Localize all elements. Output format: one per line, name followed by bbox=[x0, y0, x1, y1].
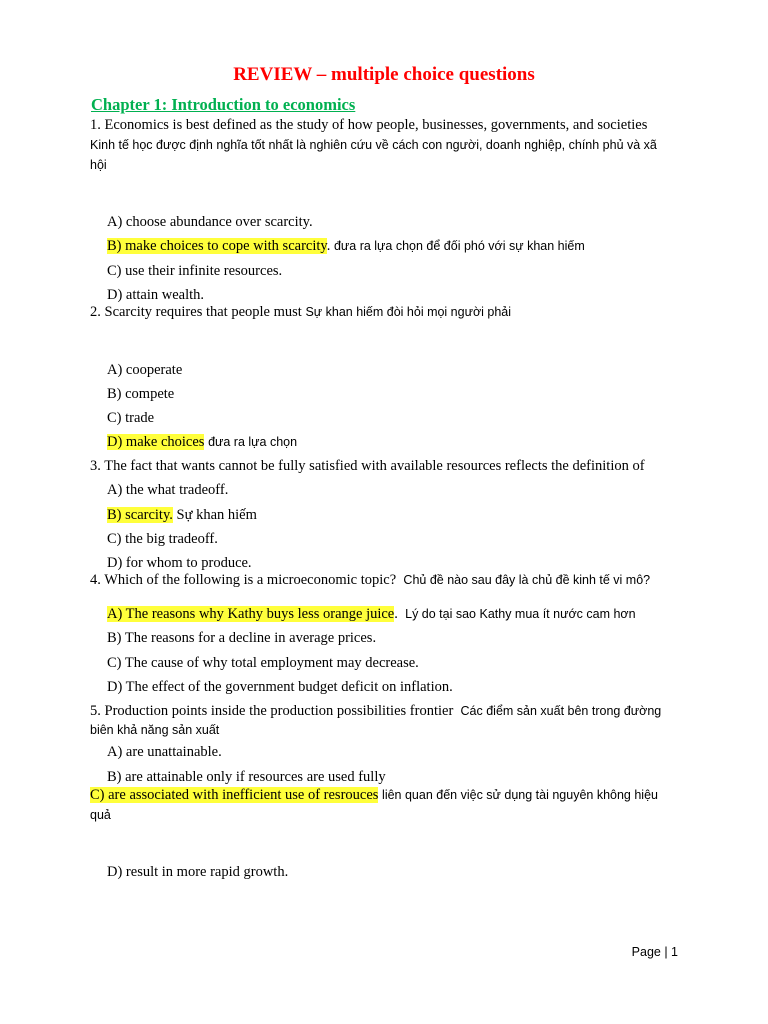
q4-option-b: B) The reasons for a decline in average prices. bbox=[107, 630, 377, 646]
q5-translation-line2: biên khả năng sản xuất bbox=[90, 723, 220, 737]
q1-option-b-period: . bbox=[326, 238, 331, 254]
q5-option-c-translation-line2: quả bbox=[90, 808, 111, 822]
q4-stem: 4. Which of the following is a microeconomic topic? bbox=[90, 572, 397, 588]
q1-stem: 1. Economics is best defined as the study of how people, businesses, governments, and societies bbox=[90, 117, 648, 133]
q5-option-b: B) are attainable only if resources are used fully bbox=[107, 769, 386, 785]
q2-option-d-answer: D) make choices bbox=[107, 434, 205, 450]
q2-option-d-row bbox=[107, 433, 297, 451]
q4-translation: Chủ đề nào sau đây là chủ đề kinh tế vi mô? bbox=[403, 573, 651, 587]
q5-option-c-answer: C) are associated with inefficient use of resrouces bbox=[90, 787, 379, 803]
document-title: REVIEW – multiple choice questions bbox=[233, 64, 535, 85]
q5-stem: 5. Production points inside the production possibilities frontier bbox=[90, 703, 454, 719]
q1-option-c: C) use their infinite resources. bbox=[107, 263, 283, 279]
q5-option-a: A) are unattainable. bbox=[107, 744, 222, 760]
q4-option-a-period: . bbox=[394, 606, 398, 622]
page-number-footer: Page | 1 bbox=[631, 945, 678, 959]
q1-option-b-answer: B) make choices to cope with scarcity bbox=[107, 238, 327, 254]
chapter-heading: Chapter 1: Introduction to economics bbox=[91, 95, 356, 114]
q1-translation-line1: Kinh tế học được định nghĩa tốt nhất là nghiên cứu về cách con người, doanh nghiệp, chính phủ và xã bbox=[90, 138, 657, 152]
q1-option-a: A) choose abundance over scarcity. bbox=[107, 214, 313, 230]
q5-option-d: D) result in more rapid growth. bbox=[107, 864, 289, 880]
q2-option-d-translation: đưa ra lựa chọn bbox=[208, 435, 298, 449]
q3-stem: 3. The fact that wants cannot be fully satisfied with available resources reflects the definition of bbox=[90, 458, 645, 474]
q2-translation: Sự khan hiếm đòi hỏi mọi người phải bbox=[305, 305, 512, 319]
q3-option-a: A) the what tradeoff. bbox=[107, 482, 229, 498]
q1-option-d: D) attain wealth. bbox=[107, 287, 205, 303]
q1-translation-line2: hội bbox=[90, 158, 107, 172]
q5-option-c-row bbox=[90, 786, 658, 804]
q4-option-d: D) The effect of the government budget deficit on inflation. bbox=[107, 679, 453, 695]
q4-option-a-answer: A) The reasons why Kathy buys less orange juice bbox=[107, 606, 395, 622]
q1-option-b-translation: đưa ra lựa chọn để đối phó với sự khan hiếm bbox=[333, 239, 585, 253]
q4-option-c: C) The cause of why total employment may decrease. bbox=[107, 655, 419, 671]
q5-translation-line1: Các điểm sản xuất bên trong đường bbox=[460, 704, 662, 718]
q2-option-b: B) compete bbox=[107, 386, 175, 402]
q4-stem-row bbox=[90, 571, 650, 589]
q2-stem: 2. Scarcity requires that people must bbox=[90, 304, 302, 320]
q3-option-d: D) for whom to produce. bbox=[107, 555, 252, 571]
q3-option-b-answer: B) scarcity. bbox=[107, 507, 173, 523]
q3-option-b-row bbox=[107, 506, 257, 524]
q3-option-b-translation: Sự khan hiếm bbox=[176, 507, 257, 523]
q3-option-c: C) the big tradeoff. bbox=[107, 531, 218, 547]
q2-option-c: C) trade bbox=[107, 410, 155, 426]
q5-stem-row bbox=[90, 702, 661, 720]
q4-option-a-row bbox=[107, 605, 636, 623]
q5-option-c-translation-line1: liên quan đến việc sử dụng tài nguyên không hiệu bbox=[382, 788, 658, 802]
q2-option-a: A) cooperate bbox=[107, 362, 183, 378]
q2-stem-row bbox=[90, 303, 511, 321]
q1-option-b-row bbox=[107, 237, 585, 255]
q4-option-a-translation: Lý do tại sao Kathy mua ít nước cam hơn bbox=[405, 607, 636, 621]
